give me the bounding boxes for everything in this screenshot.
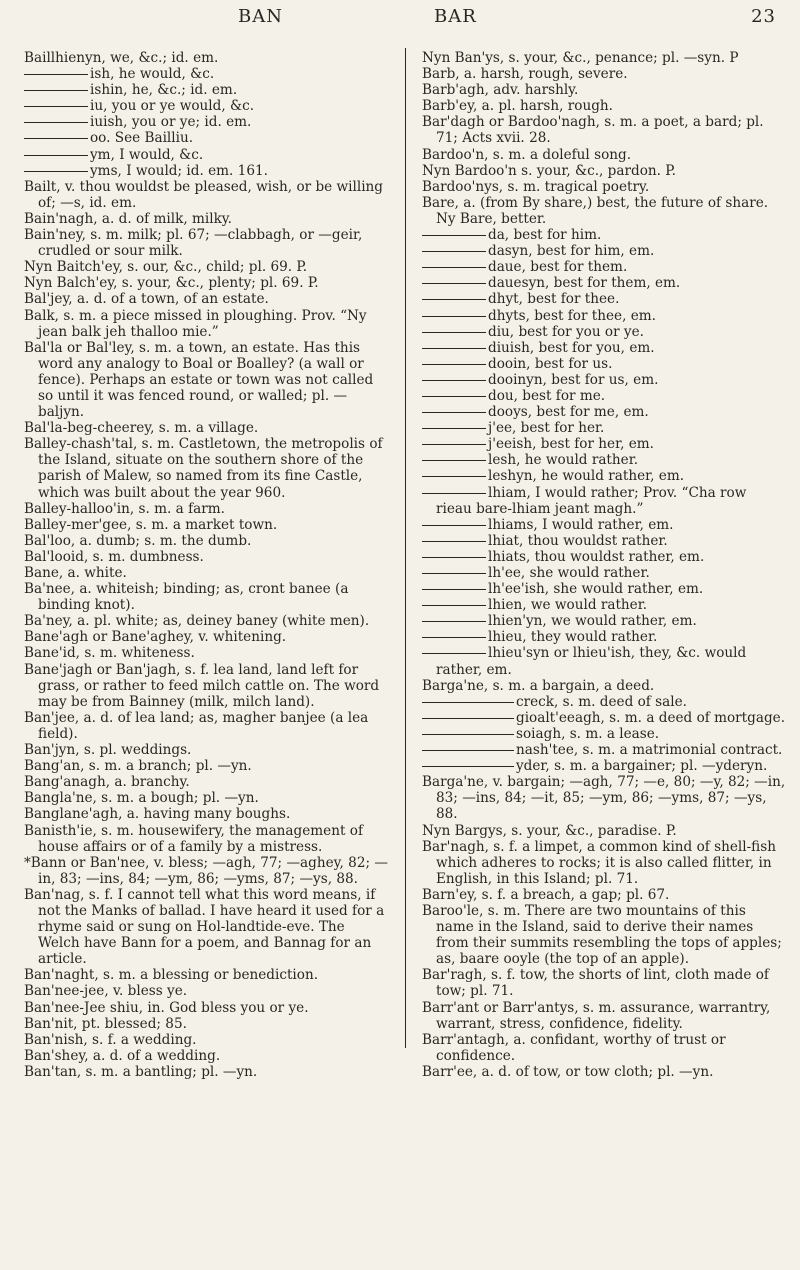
dictionary-entry xyxy=(422,887,786,903)
entry-dash xyxy=(422,750,514,751)
sub-entry xyxy=(422,565,786,581)
running-head-center: BAR xyxy=(434,6,477,27)
entry-dash xyxy=(422,283,486,284)
entry-text: dooys, best for me, em. xyxy=(488,404,649,421)
sub-entry xyxy=(422,549,786,565)
sub-entry xyxy=(422,259,786,275)
entry-text: daue, best for them. xyxy=(488,259,628,276)
entry-text: Bal'jey, a. d. of a town, of an estate. xyxy=(24,291,269,308)
entry-dash xyxy=(422,766,514,767)
entry-dash xyxy=(422,332,486,333)
sub-entry xyxy=(24,163,390,179)
sub-entry xyxy=(24,130,390,146)
entry-text: ym, I would, &c. xyxy=(90,146,204,163)
dictionary-entry xyxy=(422,82,786,98)
dictionary-entry xyxy=(24,420,390,436)
sub-entry xyxy=(422,517,786,533)
sub-entry xyxy=(422,452,786,468)
entry-text: Bane'jagh or Ban'jagh, s. f. lea land, land left for grass, or rather to feed milch cattle on. The word may be from Bainney (milk, milch land). xyxy=(24,661,380,710)
dictionary-entry xyxy=(24,1064,390,1080)
sub-entry xyxy=(422,485,786,517)
dictionary-entry xyxy=(24,613,390,629)
dictionary-entry xyxy=(24,581,390,613)
entry-text: lhiats, thou wouldst rather, em. xyxy=(488,548,705,565)
entry-text: dauesyn, best for them, em. xyxy=(488,275,681,292)
entry-text: iu, you or ye would, &c. xyxy=(90,98,255,115)
dictionary-entry xyxy=(422,98,786,114)
entry-text: j'eeish, best for her, em. xyxy=(488,436,655,453)
dictionary-entry xyxy=(422,839,786,887)
entry-text: Ba'ney, a. pl. white; as, deiney baney (white men). xyxy=(24,613,370,630)
dictionary-entry xyxy=(24,823,390,855)
entry-text: Bal'looid, s. m. dumbness. xyxy=(24,548,204,565)
sub-entry xyxy=(422,243,786,259)
dictionary-entry xyxy=(24,1032,390,1048)
entry-text: Ban'nee-jee, v. bless ye. xyxy=(24,983,188,1000)
entry-text: Ban'naght, s. m. a blessing or benediction. xyxy=(24,967,319,984)
dictionary-entry xyxy=(422,66,786,82)
entry-text: Bal'la-beg-cheerey, s. m. a village. xyxy=(24,420,259,437)
entry-dash xyxy=(24,122,88,123)
entry-text: Nyn Baitch'ey, s. our, &c., child; pl. 69. P. xyxy=(24,259,308,276)
dictionary-entry xyxy=(422,195,786,227)
dictionary-entry xyxy=(24,855,390,887)
entry-text: dooinyn, best for us, em. xyxy=(488,371,659,388)
entry-text: j'ee, best for her. xyxy=(488,420,605,437)
sub-entry xyxy=(422,758,786,774)
sub-entry xyxy=(422,420,786,436)
sub-entry xyxy=(422,340,786,356)
entry-text: Bang'anagh, a. branchy. xyxy=(24,774,190,791)
entry-text: Bare, a. (from By share,) best, the future of share. Ny Bare, better. xyxy=(422,194,769,227)
dictionary-entry xyxy=(24,629,390,645)
dictionary-entry xyxy=(422,114,786,146)
dictionary-entry xyxy=(422,1000,786,1032)
dictionary-entry xyxy=(24,549,390,565)
entry-dash xyxy=(422,412,486,413)
dictionary-entry xyxy=(422,163,786,179)
entry-text: lhieu, they would rather. xyxy=(488,629,658,646)
entry-text: Ba'nee, a. whiteish; binding; as, cront banee (a binding knot). xyxy=(24,581,349,614)
entry-text: Banglane'agh, a. having many boughs. xyxy=(24,806,291,823)
entry-text: yms, I would; id. em. 161. xyxy=(90,162,268,179)
dictionary-entry xyxy=(24,227,390,259)
sub-entry xyxy=(24,147,390,163)
dictionary-entry xyxy=(422,1064,786,1080)
sub-entry xyxy=(422,742,786,758)
entry-text: Ban'shey, a. d. of a wedding. xyxy=(24,1047,221,1064)
sub-entry xyxy=(422,710,786,726)
entry-text: Balley-chash'tal, s. m. Castletown, the metropolis of the Island, situate on the southern shore of the parish of Malew, so named from its fine Castle, which was built about the year 960. xyxy=(24,436,383,501)
entry-text: Bardoo'n, s. m. a doleful song. xyxy=(422,146,632,163)
dictionary-entry xyxy=(24,710,390,742)
sub-entry xyxy=(422,291,786,307)
sub-entry xyxy=(422,404,786,420)
dictionary-entry xyxy=(24,1048,390,1064)
dictionary-entry xyxy=(24,806,390,822)
entry-text: Balley-halloo'in, s. m. a farm. xyxy=(24,500,225,517)
entry-text: Nyn Bargys, s. your, &c., paradise. P. xyxy=(422,822,677,839)
entry-text: Bangla'ne, s. m. a bough; pl. —yn. xyxy=(24,790,259,807)
dictionary-entry xyxy=(24,211,390,227)
entry-dash xyxy=(422,460,486,461)
entry-text: lh'ee'ish, she would rather, em. xyxy=(488,581,704,598)
entry-text: lhien'yn, we would rather, em. xyxy=(488,613,697,630)
entry-text: Banisth'ie, s. m. housewifery, the management of house affairs or of a family by a mistress. xyxy=(24,822,363,855)
entry-text: Ban'nit, pt. blessed; 85. xyxy=(24,1015,187,1032)
entry-text: da, best for him. xyxy=(488,227,602,244)
sub-entry xyxy=(422,388,786,404)
entry-dash xyxy=(422,380,486,381)
dictionary-entry xyxy=(24,645,390,661)
entry-text: ishin, he, &c.; id. em. xyxy=(90,82,238,99)
entry-dash xyxy=(24,171,88,172)
entry-text: lhieu'syn or lhieu'ish, they, &c. would rather, em. xyxy=(436,645,747,678)
sub-entry xyxy=(24,114,390,130)
dictionary-entry xyxy=(24,967,390,983)
entry-dash xyxy=(422,316,486,317)
dictionary-entry xyxy=(24,662,390,710)
dictionary-entry xyxy=(24,758,390,774)
entry-dash xyxy=(24,155,88,156)
dictionary-entry xyxy=(422,823,786,839)
dictionary-entry xyxy=(24,1016,390,1032)
entry-text: Bain'ney, s. m. milk; pl. 67; —clabbagh, or —geir, crudled or sour milk. xyxy=(24,227,363,260)
entry-text: Ban'nee-Jee shiu, in. God bless you or ye. xyxy=(24,999,309,1016)
entry-text: Bain'nagh, a. d. of milk, milky. xyxy=(24,210,233,227)
entry-text: Ban'tan, s. m. a bantling; pl. —yn. xyxy=(24,1063,258,1080)
entry-text: lhiams, I would rather, em. xyxy=(488,516,674,533)
entry-dash xyxy=(422,428,486,429)
entry-text: Bailt, v. thou wouldst be pleased, wish, or be willing of; —s, id. em. xyxy=(24,178,384,211)
entry-text: yder, s. m. a bargainer; pl. —yderyn. xyxy=(516,758,768,775)
entry-text: Ban'nag, s. f. I cannot tell what this word means, if not the Manks of ballad. I have heard it used for a rhyme said or sung on Hol-landtide-eve. The Welch have Bann for a poem, and Bannag for an article. xyxy=(24,886,385,968)
entry-dash xyxy=(422,573,486,574)
sub-entry xyxy=(422,597,786,613)
entry-text: Bane, a. white. xyxy=(24,565,127,581)
dictionary-entry xyxy=(422,774,786,822)
entry-text: Bang'an, s. m. a branch; pl. —yn. xyxy=(24,758,252,775)
entry-text: lhiam, I would rather; Prov. “Cha row rieau bare-lhiam jeant magh.” xyxy=(436,484,747,517)
entry-text: Barr'ee, a. d. of tow, or tow cloth; pl. —yn. xyxy=(422,1063,714,1080)
dictionary-entry xyxy=(24,291,390,307)
sub-entry xyxy=(422,227,786,243)
dictionary-entry xyxy=(24,774,390,790)
entry-text: nash'tee, s. m. a matrimonial contract. xyxy=(516,742,783,759)
sub-entry xyxy=(422,533,786,549)
sub-entry xyxy=(422,356,786,372)
dictionary-entry xyxy=(422,967,786,999)
dictionary-entry xyxy=(24,790,390,806)
entry-dash xyxy=(422,364,486,365)
sub-entry xyxy=(24,82,390,98)
entry-dash xyxy=(422,653,486,654)
sub-entry xyxy=(422,613,786,629)
entry-text: Ban'jee, a. d. of lea land; as, magher banjee (a lea field). xyxy=(24,709,369,742)
page-number: 23 xyxy=(751,6,776,27)
entry-text: lesh, he would rather. xyxy=(488,452,639,469)
entry-text: Nyn Balch'ey, s. your, &c., plenty; pl. 69. P. xyxy=(24,275,319,292)
entry-text: dasyn, best for him, em. xyxy=(488,243,655,260)
entry-dash xyxy=(422,702,514,703)
entry-dash xyxy=(422,476,486,477)
entry-text: Bar'dagh or Bardoo'nagh, s. m. a poet, a bard; pl. 71; Acts xvii. 28. xyxy=(422,114,764,147)
entry-text: lh'ee, she would rather. xyxy=(488,565,650,581)
entry-text: Nyn Bardoo'n s. your, &c., pardon. P. xyxy=(422,162,676,179)
dictionary-entry xyxy=(24,179,390,211)
sub-entry xyxy=(24,98,390,114)
entry-text: Bardoo'nys, s. m. tragical poetry. xyxy=(422,178,650,195)
sub-entry xyxy=(24,66,390,82)
entry-text: oo. See Bailliu. xyxy=(90,130,194,147)
entry-dash xyxy=(422,299,486,300)
entry-dash xyxy=(422,621,486,622)
dictionary-entry xyxy=(24,340,390,420)
running-head-left: BAN xyxy=(238,6,283,27)
entry-text: Nyn Ban'ys, s. your, &c., penance; pl. —syn. P xyxy=(422,50,739,66)
dictionary-entry xyxy=(24,983,390,999)
entry-dash xyxy=(422,605,486,606)
entry-text: Bane'id, s. m. whiteness. xyxy=(24,645,195,662)
entry-text: Bar'ragh, s. f. tow, the shorts of lint, cloth made of tow; pl. 71. xyxy=(422,967,769,1000)
entry-dash xyxy=(422,444,486,445)
entry-dash xyxy=(422,348,486,349)
entry-text: Barga'ne, v. bargain; —agh, 77; —e, 80; —y, 82; —in, 83; —ins, 84; —it, 85; —ym, 86; —yms, 87; —ys, 88. xyxy=(422,774,786,823)
dictionary-entry xyxy=(422,50,786,66)
dictionary-entry xyxy=(24,742,390,758)
sub-entry xyxy=(422,629,786,645)
sub-entry xyxy=(422,468,786,484)
entry-text: Bane'agh or Bane'aghey, v. whitening. xyxy=(24,629,287,646)
entry-text: leshyn, he would rather, em. xyxy=(488,468,685,485)
entry-text: Baillhienyn, we, &c.; id. em. xyxy=(24,50,219,66)
entry-dash xyxy=(422,541,486,542)
entry-text: Barr'antagh, a. confidant, worthy of trust or confidence. xyxy=(422,1031,726,1064)
entry-dash xyxy=(24,106,88,107)
dictionary-entry xyxy=(24,436,390,500)
dictionary-entry xyxy=(24,517,390,533)
sub-entry xyxy=(422,308,786,324)
dictionary-entry xyxy=(422,903,786,967)
entry-text: diuish, best for you, em. xyxy=(488,339,655,356)
sub-entry xyxy=(422,436,786,452)
entry-text: lhien, we would rather. xyxy=(488,597,648,614)
entry-dash xyxy=(422,396,486,397)
entry-text: dou, best for me. xyxy=(488,387,606,404)
entry-text: Barr'ant or Barr'antys, s. m. assurance, warrantry, warrant, stress, confidence, fidelity. xyxy=(422,999,771,1032)
dictionary-entry xyxy=(422,179,786,195)
dictionary-entry xyxy=(24,259,390,275)
entry-dash xyxy=(24,138,88,139)
entry-dash xyxy=(422,251,486,252)
entry-text: gioalt'eeagh, s. m. a deed of mortgage. xyxy=(516,709,786,726)
entry-text: dooin, best for us. xyxy=(488,355,613,372)
entry-text: Bar'nagh, s. f. a limpet, a common kind of shell-fish which adheres to rocks; it is also called flitter, in English, in this Island; pl. 71. xyxy=(422,838,776,887)
dictionary-entry xyxy=(422,1032,786,1064)
sub-entry xyxy=(422,324,786,340)
running-head xyxy=(20,6,780,32)
entry-text: Barb, a. harsh, rough, severe. xyxy=(422,66,628,83)
entry-text: dhyts, best for thee, em. xyxy=(488,307,656,324)
entry-text: lhiat, thou wouldst rather. xyxy=(488,532,668,549)
dictionary-entry xyxy=(24,533,390,549)
dictionary-entry xyxy=(24,1000,390,1016)
entry-text: Balk, s. m. a piece missed in ploughing. Prov. “Ny jean balk jeh thalloo mie.” xyxy=(24,307,367,340)
entry-dash xyxy=(422,235,486,236)
dictionary-entry xyxy=(24,565,390,581)
entry-text: Balley-mer'gee, s. m. a market town. xyxy=(24,516,278,533)
entry-text: ish, he would, &c. xyxy=(90,66,215,83)
entry-text: Barga'ne, s. m. a bargain, a deed. xyxy=(422,677,655,694)
entry-dash xyxy=(422,734,514,735)
entry-text: Barb'agh, adv. harshly. xyxy=(422,82,579,99)
entry-dash xyxy=(422,637,486,638)
left-column xyxy=(24,50,390,1080)
entry-dash xyxy=(422,557,486,558)
dictionary-entry xyxy=(24,887,390,967)
right-column xyxy=(422,50,786,1080)
entry-dash xyxy=(422,493,486,494)
entry-text: diu, best for you or ye. xyxy=(488,323,644,340)
entry-text: Ban'nish, s. f. a wedding. xyxy=(24,1031,197,1048)
entry-text: dhyt, best for thee. xyxy=(488,291,620,308)
dictionary-entry xyxy=(24,308,390,340)
entry-text: soiagh, s. m. a lease. xyxy=(516,725,660,742)
dictionary-entry xyxy=(422,147,786,163)
entry-text: Barb'ey, a. pl. harsh, rough. xyxy=(422,98,613,115)
entry-text: Bal'la or Bal'ley, s. m. a town, an estate. Has this word any analogy to Boal or Boalley? (a wall or fence). Perhaps an estate or town was not called so until it was fenced round, or walled; pl. —baljyn. xyxy=(24,339,374,421)
sub-entry xyxy=(422,372,786,388)
entry-text: Bal'loo, a. dumb; s. m. the dumb. xyxy=(24,532,252,549)
entry-text: iuish, you or ye; id. em. xyxy=(90,114,252,131)
entry-dash xyxy=(422,267,486,268)
entry-text: creck, s. m. deed of sale. xyxy=(516,693,687,710)
sub-entry xyxy=(422,645,786,677)
sub-entry xyxy=(422,275,786,291)
entry-text: Ban'jyn, s. pl. weddings. xyxy=(24,742,192,759)
dictionary-entry xyxy=(422,678,786,694)
sub-entry xyxy=(422,581,786,597)
sub-entry xyxy=(422,726,786,742)
entry-text: *Bann or Ban'nee, v. bless; —agh, 77; —aghey, 82; —in, 83; —ins, 84; —ym, 86; —yms, 87; —ys, 88. xyxy=(24,854,388,887)
entry-dash xyxy=(422,718,514,719)
entry-dash xyxy=(24,90,88,91)
sub-entry xyxy=(422,694,786,710)
dictionary-entry xyxy=(24,275,390,291)
dictionary-entry xyxy=(24,50,390,66)
entry-text: Baroo'le, s. m. There are two mountains of this name in the Island, said to derive their names from their summits resembling the tops of apples; as, baare ooyle (the top of an apple). xyxy=(422,902,782,968)
column-divider xyxy=(405,48,406,1048)
entry-text: Barn'ey, s. f. a breach, a gap; pl. 67. xyxy=(422,886,670,903)
entry-dash xyxy=(24,74,88,75)
entry-dash xyxy=(422,589,486,590)
entry-dash xyxy=(422,525,486,526)
dictionary-entry xyxy=(24,501,390,517)
